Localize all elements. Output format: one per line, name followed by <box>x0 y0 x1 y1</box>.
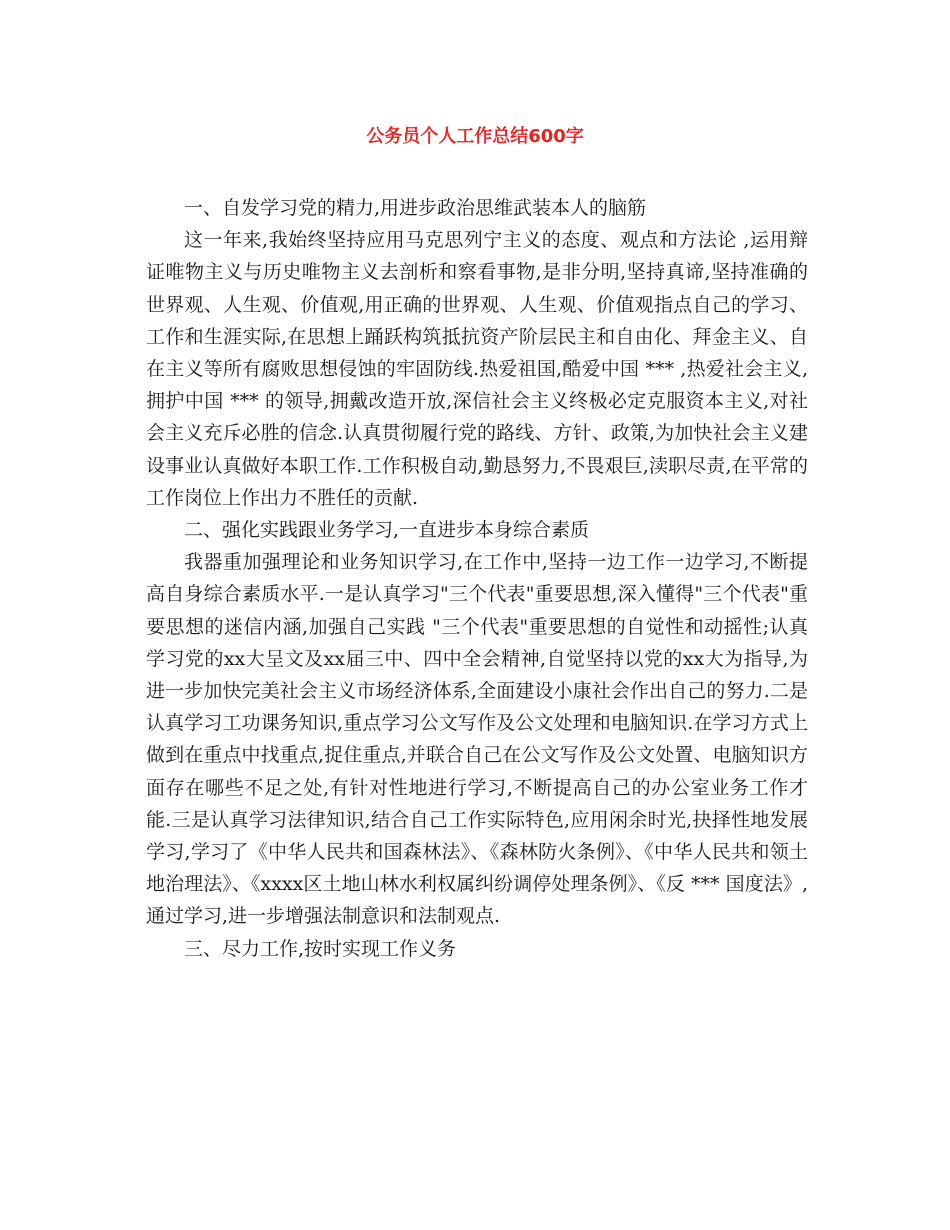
section-paragraph-2: 我器重加强理论和业务知识学习,在工作中,坚持一边工作一边学习,不断提高自身综合素质水平.一是认真学习"三个代表"重要思想,深入懂得"三个代表"重要思想的迷信内涵,加强自己实践 "三个代表"重要思想的自觉性和动摇性;认真学习党的xx大呈文及xx届三中、四中全会精神,自觉坚持以党的xx大为指导,为进一步加快完美社会主义市场经济体系,全面建设小康社会作出自己的努力.二是认真学习工功课务知识,重点学习公文写作及公文处理和电脑知识.在学习方式上做到在重点中找重点,捉住重点,并联合自己在公文写作及公文处置、电脑知识方面存在哪些不足之处,有针对性地进行学习,不断提高自己的办公室业务工作才能.三是认真学习法律知识,结合自己工作实际特色,应用闲余时光,抉择性地发展学习,学习了《中华人民共和国森林法》、《森林防火条例》、《中华人民共和领土地治理法》、《xxxx区土地山林水利权属纠纷调停处理条例》、《反 *** 国度法》,通过学习,进一步增强法制意识和法制观点. <box>146 551 808 928</box>
section-heading-1: 一、自发学习党的精力,用进步政治思维武装本人的脑筋 <box>184 197 647 219</box>
section-heading-2: 二、强化实践跟业务学习,一直进步本身综合素质 <box>184 519 590 542</box>
document-title: 公务员个人工作总结600字 <box>366 126 584 147</box>
document-body <box>146 192 808 965</box>
section-heading-3: 三、尽力工作,按时实现工作义务 <box>184 937 457 960</box>
section-paragraph-1: 这一年来,我始终坚持应用马克思列宁主义的态度、观点和方法论 ,运用辩证唯物主义与历史唯物主义去剖析和察看事物,是非分明,坚持真谛,坚持准确的世界观、人生观、价值观,用正确的世界观、人生观、价值观指点自己的学习、工作和生涯实际,在思想上踊跃构筑抵抗资产阶层民主和自由化、拜金主义、自在主义等所有腐败思想侵蚀的牢固防线.热爱祖国,酷爱中国 *** ,热爱社会主义,拥护中国 *** 的领导,拥戴改造开放,深信社会主义终极必定克服资本主义,对社会主义充斥必胜的信念.认真贯彻履行党的路线、方针、政策,为加快社会主义建设事业认真做好本职工作.工作积极自动,勤恳努力,不畏艰巨,渎职尽责,在平常的工作岗位上作出力不胜任的贡献. <box>146 229 808 509</box>
